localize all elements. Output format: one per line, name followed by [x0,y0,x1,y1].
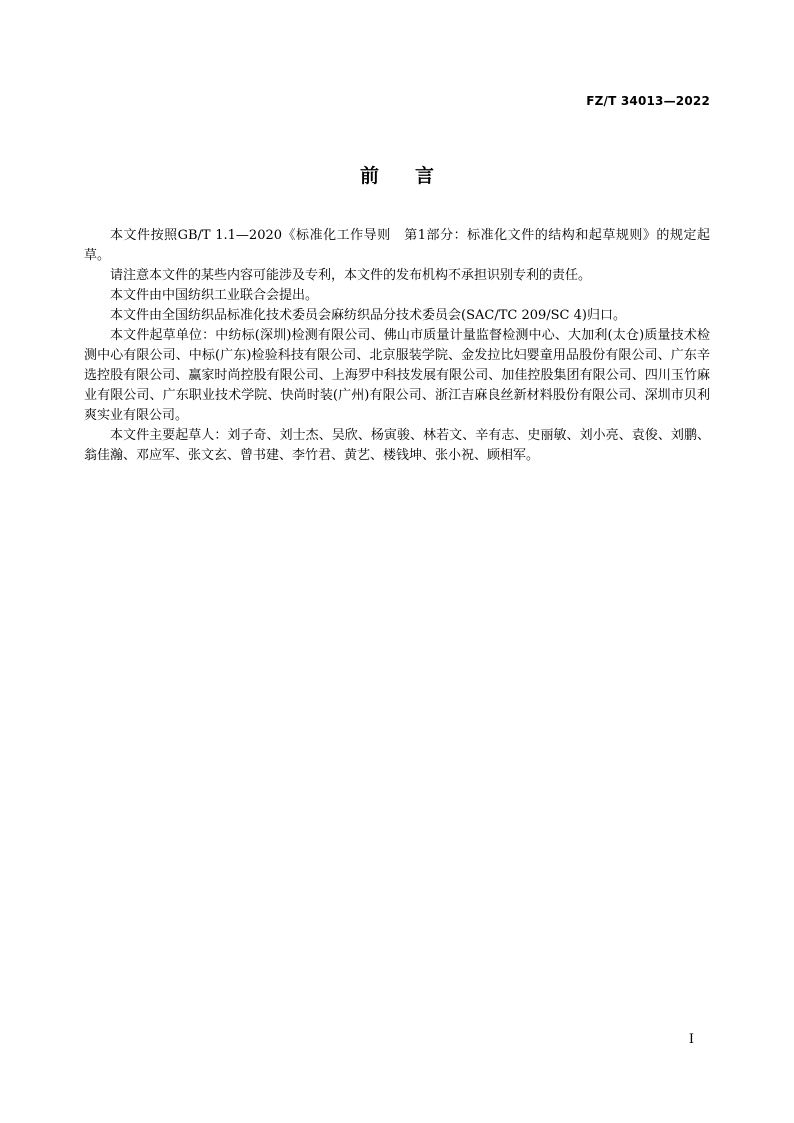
page-title: 前言 [359,165,470,187]
foreword-body [84,226,710,466]
paragraph-patent-notice: 请注意本文件的某些内容可能涉及专利，本文件的发布机构不承担识别专利的责任。 [110,268,592,283]
page-number: I [688,1032,694,1047]
paragraph-drafting-rules: 本文件按照GB/T 1.1—2020《标准化工作导则 第1部分：标准化文件的结构和起草规则》的规定起草。 [84,228,710,263]
paragraph-drafters: 本文件主要起草人：刘子奇、刘士杰、吴欣、杨寅骏、林若文、辛有志、史丽敏、刘小亮、袁俊、刘鹏、翁佳瀚、邓应军、张文玄、曾书建、李竹君、黄艺、楼钱坤、张小祝、顾相军。 [84,428,710,463]
paragraph-proposer: 本文件由中国纺织工业联合会提出。 [110,288,319,303]
paragraph-committee: 本文件由全国纺织品标准化技术委员会麻纺织品分技术委员会(SAC/TC 209/SC 4)归口。 [110,308,626,323]
paragraph-drafting-units: 本文件起草单位：中纺标(深圳)检测有限公司、佛山市质量计量监督检测中心、大加利(太仓)质量技术检测中心有限公司、中标(广东)检验科技有限公司、北京服装学院、金发拉比妇婴童用品股份有限公司、广东辛选控股有限公司、赢家时尚控股有限公司、上海罗中科技发展有限公司、加佳控股集团有限公司、四川玉竹麻业有限公司、广东职业技术学院、快尚时装(广州)有限公司、浙江吉麻良丝新材料股份有限公司、深圳市贝利爽实业有限公司。 [84,328,710,423]
standard-code: FZ/T 34013—2022 [586,94,710,108]
